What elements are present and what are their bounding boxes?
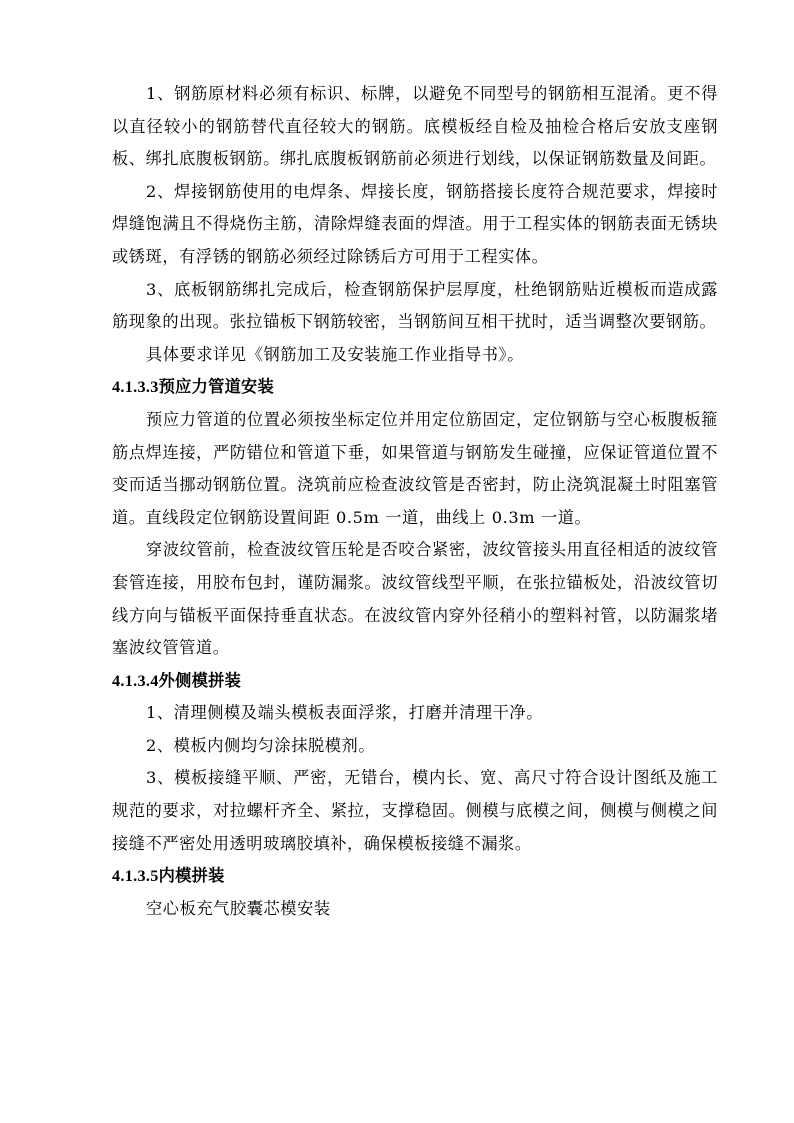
paragraph-rebar-welding: 2、焊接钢筋使用的电焊条、焊接长度，钢筋搭接长度符合规范要求，焊接时焊缝饱满且不得烧伤主筋，清除焊缝表面的焊渣。用于工程实体的钢筋表面无锈块或锈斑，有浮锈的钢筋必须经过除锈后方可用于工程实体。 <box>112 181 718 266</box>
paragraph-inner-core-mold: 空心板充气胶囊芯模安装 <box>146 898 331 918</box>
paragraph-duct-threading: 穿波纹管前，检查波纹管压轮是否咬合紧密，波纹管接头用直径相适的波纹管套管连接，用胶布包封，谨防漏浆。波纹管线型平顺，在张拉锚板处，沿波纹管切线方向与锚板平面保持垂直状态。在波纹管内穿外径稍小的塑料衬管，以防漏浆堵塞波纹管管道。 <box>112 540 718 658</box>
section-title: 内模拼装 <box>158 866 225 886</box>
paragraph-formwork-joints: 3、模板接缝平顺、严密，无错台，模内长、宽、高尺寸符合设计图纸及施工规范的要求，对拉螺杆齐全、紧拉，支撑稳固。侧模与底模之间，侧模与侧模之间接缝不严密处用透明玻璃胶填补，确保模板接缝不漏浆。 <box>112 768 718 853</box>
section-number: 4.1.3.3 <box>112 378 159 397</box>
section-title: 外侧模拼装 <box>158 670 242 690</box>
section-heading-outer-formwork <box>112 665 718 698</box>
paragraph-formwork-cleaning: 1、清理侧模及端头模板表面浮浆，打磨并清理干净。 <box>146 703 544 723</box>
section-number: 4.1.3.5 <box>112 867 159 886</box>
paragraph-rebar-binding: 3、底板钢筋绑扎完成后，检查钢筋保护层厚度，杜绝钢筋贴近模板而造成露筋现象的出现。张拉锚板下钢筋较密，当钢筋间互相干扰时，适当调整次要钢筋。 <box>112 279 718 332</box>
section-title: 预应力管道安装 <box>158 377 275 397</box>
paragraph-duct-positioning: 预应力管道的位置必须按坐标定位并用定位筋固定，定位钢筋与空心板腹板箍筋点焊连接，严防错位和管道下垂，如果管道与钢筋发生碰撞，应保证管道位置不变而适当挪动钢筋位置。浇筑前应检查波纹管是否密封，防止浇筑混凝土时阻塞管道。直线段定位钢筋设置间距 0.5m 一道，曲线上 0.3m 一道。 <box>112 409 718 527</box>
document-page <box>112 78 718 925</box>
section-heading-inner-formwork <box>112 860 718 893</box>
section-heading-prestress-duct <box>112 371 718 404</box>
paragraph-formwork-release-agent: 2、模板内侧均匀涂抹脱模剂。 <box>146 735 376 755</box>
section-number: 4.1.3.4 <box>112 671 159 690</box>
paragraph-rebar-reference: 具体要求详见《钢筋加工及安装施工作业指导书》。 <box>146 344 525 364</box>
paragraph-rebar-marking: 1、钢筋原材料必须有标识、标牌，以避免不同型号的钢筋相互混淆。更不得以直径较小的钢筋替代直径较大的钢筋。底模板经自检及抽检合格后安放支座钢板、绑扎底腹板钢筋。绑扎底腹板钢筋前必须进行划线，以保证钢筋数量及间距。 <box>112 84 718 169</box>
